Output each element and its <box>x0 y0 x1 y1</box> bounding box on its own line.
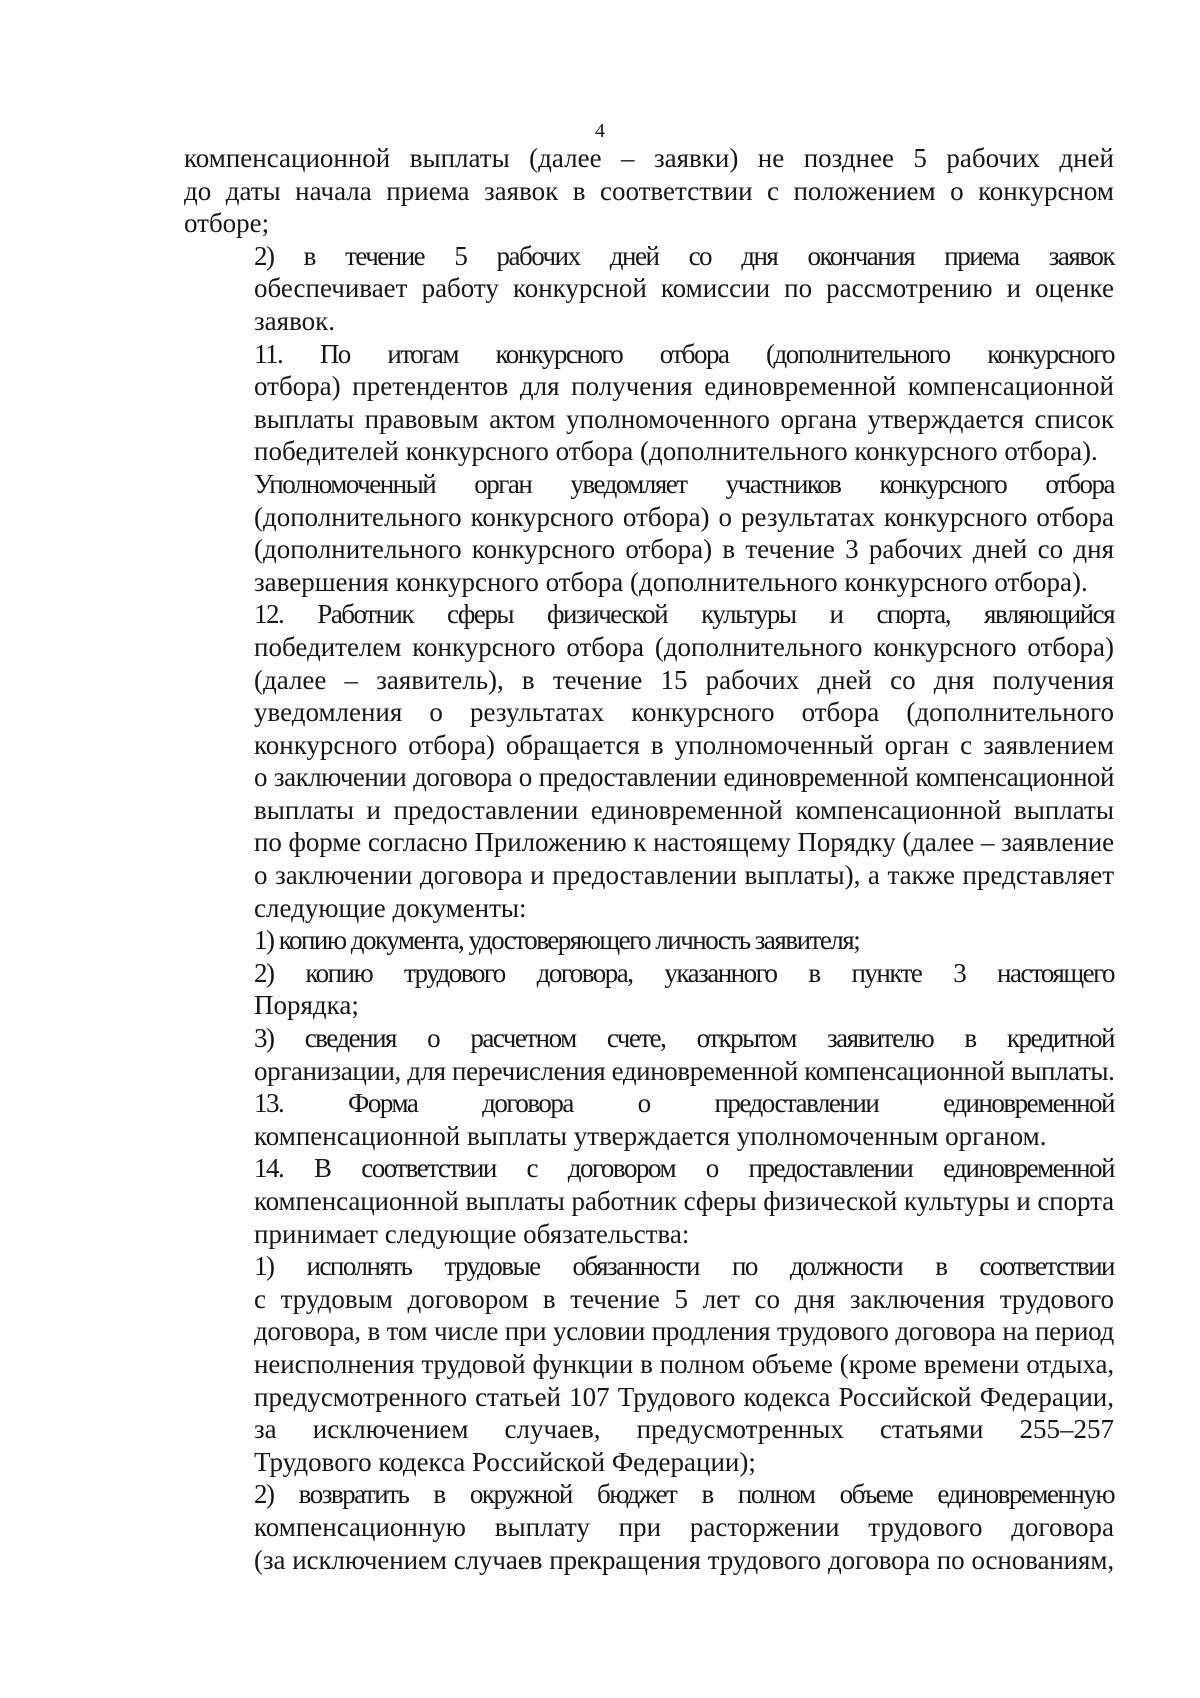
text-line: компенсационной выплаты работник сферы физической культуры и спорта <box>254 1186 1114 1216</box>
text-line: отборе; <box>184 208 270 239</box>
text-line: организации, для перечисления единовременной компенсационной выплаты. <box>254 1055 1115 1086</box>
text-line: победителем конкурсного отбора (дополнительного конкурсного отбора) <box>254 631 1114 662</box>
text-line: (дополнительного конкурсного отбора) о результатах конкурсного отбора <box>254 501 1114 532</box>
text-line: по форме согласно Приложению к настоящему Порядку (далее – заявление <box>254 827 1114 858</box>
text-line: (дополнительного конкурсного отбора) в течение 3 рабочих дней со дня <box>254 534 1114 565</box>
text-line: 14. В соответствии с договором о предоставлении единовременной <box>254 1153 1114 1184</box>
paragraph <box>184 1152 1114 1250</box>
text-line: договора, в том числе при условии продления трудового договора на период <box>254 1316 1114 1347</box>
text-line: завершения конкурсного отбора (дополнительного конкурсного отбора). <box>254 566 1088 597</box>
text-line: компенсационной выплаты (далее – заявки) не позднее 5 рабочих дней <box>184 143 1114 173</box>
text-line: Порядка; <box>254 990 359 1021</box>
paragraph <box>184 142 1114 240</box>
text-line: 2) копию трудового договора, указанного в пункте 3 настоящего <box>254 957 1114 988</box>
paragraph <box>184 1478 1114 1576</box>
text-line: 13. Форма договора о предоставлении единовременной <box>254 1088 1114 1119</box>
text-line: принимает следующие обязательства: <box>254 1218 690 1249</box>
paragraph <box>184 468 1114 598</box>
page-number: 4 <box>595 120 605 142</box>
text-line: за исключением случаев, предусмотренных статьями 255–257 <box>254 1414 1114 1445</box>
text-line: компенсационной выплаты утверждается уполномоченным органом. <box>254 1120 1047 1151</box>
text-line: уведомления о результатах конкурсного отбора (дополнительного <box>254 697 1114 728</box>
text-line: 11. По итогам конкурсного отбора (дополнительного конкурсного <box>254 338 1114 369</box>
text-line: отбора) претендентов для получения единовременной компенсационной <box>254 371 1114 402</box>
text-line: конкурсного отбора) обращается в уполномоченный орган с заявлением <box>254 729 1114 760</box>
text-line: о заключении договора о предоставлении единовременной компенсационной <box>254 762 1114 793</box>
text-line: заявок. <box>254 305 335 336</box>
text-line: 3) сведения о расчетном счете, открытом заявителю в кредитной <box>254 1023 1114 1054</box>
paragraph <box>184 1087 1114 1152</box>
paragraph <box>184 240 1114 338</box>
text-line: выплаты правовым актом уполномоченного органа утверждается список <box>254 403 1114 434</box>
paragraph <box>184 1022 1114 1087</box>
text-line: о заключении договора и предоставлении выплаты), а также представляет <box>254 860 1114 891</box>
text-line: предусмотренного статьей 107 Трудового кодекса Российской Федерации, <box>254 1381 1114 1412</box>
text-line: Трудового кодекса Российской Федерации); <box>254 1446 756 1477</box>
document-body <box>184 142 1114 1576</box>
text-line: компенсационную выплату при расторжении трудового договора <box>254 1511 1114 1542</box>
text-line: следующие документы: <box>254 892 527 923</box>
text-line: Уполномоченный орган уведомляет участников конкурсного отбора <box>254 468 1114 499</box>
paragraph <box>184 598 1114 924</box>
text-line: 1) исполнять трудовые обязанности по должности в соответствии <box>254 1251 1114 1282</box>
text-line: обеспечивает работу конкурсной комиссии по рассмотрению и оценке <box>254 273 1114 304</box>
paragraph <box>184 924 1114 957</box>
text-line: с трудовым договором в течение 5 лет со дня заключения трудового <box>254 1283 1114 1314</box>
text-line: 2) в течение 5 рабочих дней со дня окончания приема заявок <box>254 240 1114 271</box>
text-line: выплаты и предоставлении единовременной компенсационной выплаты <box>254 794 1114 825</box>
text-line: неисполнения трудовой функции в полном объеме (кроме времени отдыха, <box>254 1348 1114 1379</box>
text-line: до даты начала приема заявок в соответствии с положением о конкурсном <box>184 175 1114 206</box>
paragraph <box>184 957 1114 1022</box>
text-line: (за исключением случаев прекращения трудового договора по основаниям, <box>254 1544 1114 1575</box>
text-line: (далее – заявитель), в течение 15 рабочих дней со дня получения <box>254 664 1114 695</box>
text-line: 12. Работник сферы физической культуры и спорта, являющийся <box>254 599 1114 630</box>
text-line: 2) возвратить в окружной бюджет в полном объеме единовременную <box>254 1479 1114 1510</box>
paragraph <box>184 338 1114 468</box>
text-line: 1) копию документа, удостоверяющего личность заявителя; <box>254 925 860 956</box>
text-line: победителей конкурсного отбора (дополнительного конкурсного отбора). <box>254 436 1098 467</box>
paragraph <box>184 1250 1114 1478</box>
